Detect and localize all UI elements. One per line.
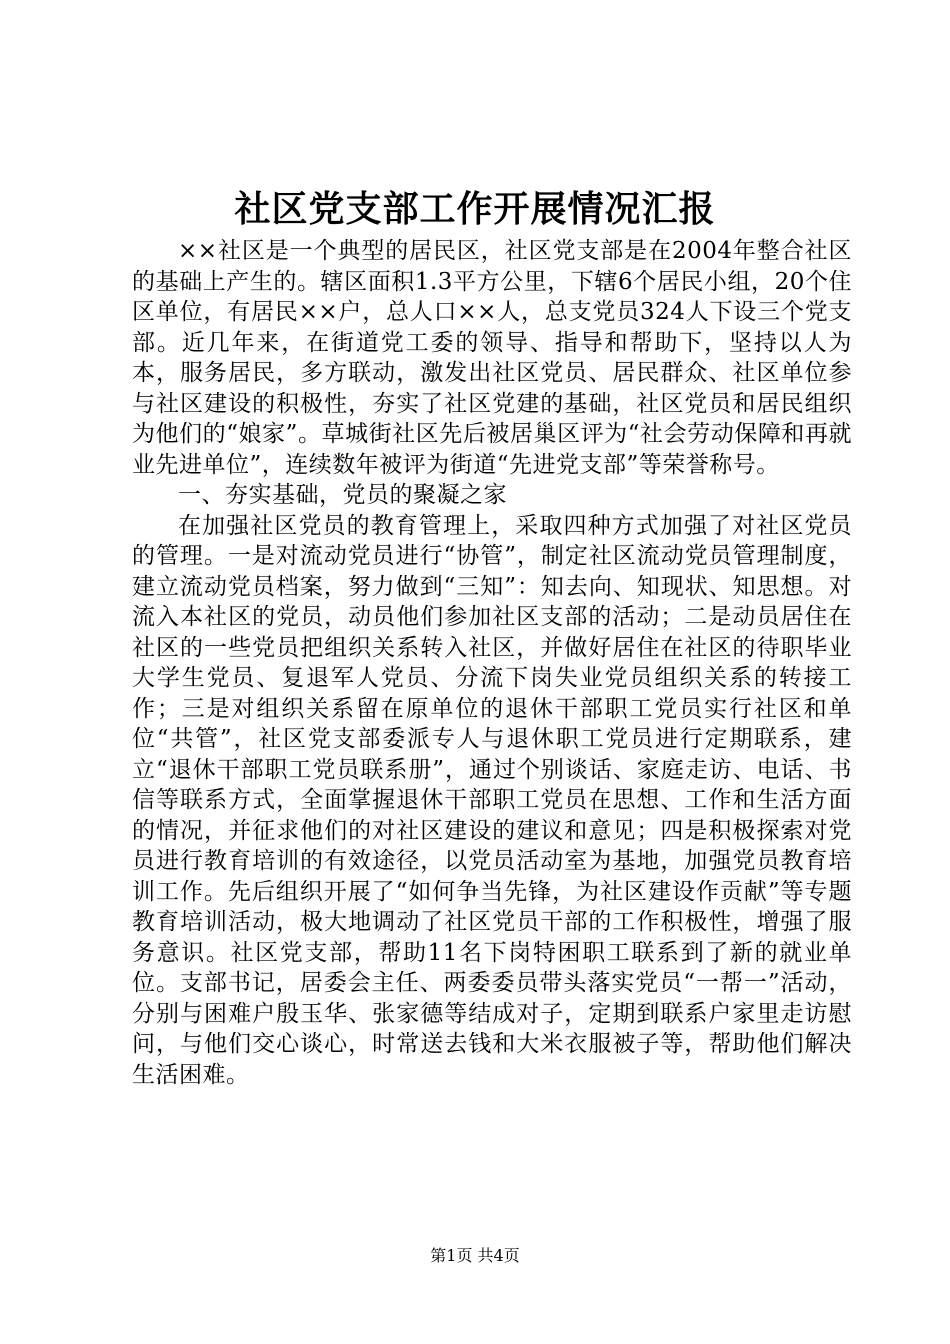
document-body [132,236,852,1090]
intro-paragraph: ××社区是一个典型的居民区，社区党支部是在2004年整合社区的基础上产生的。辖区面积1.3平方公里，下辖6个居民小组，20个住区单位，有居民××户，总人口××人，总支党员324人下设三个党支部。近几年来，在街道党工委的领导、指导和帮助下，坚持以人为本，服务居民，多方联动，激发出社区党员、居民群众、社区单位参与社区建设的积极性，夯实了社区党建的基础，社区党员和居民组织为他们的“娘家”。草城街社区先后被居巢区评为“社会劳动保障和再就业先进单位”，连续数年被评为街道“先进党支部”等荣誉称号。 [132,238,852,478]
section-heading: 一、夯实基础，党员的聚凝之家 [178,482,507,508]
page-footer: 第1页 共4页 [430,1246,520,1265]
section-paragraph: 在加强社区党员的教育管理上，采取四种方式加强了对社区党员的管理。一是对流动党员进行“协管”，制定社区流动党员管理制度，建立流动党员档案，努力做到“三知”：知去向、知现状、知思想。对流入本社区的党员，动员他们参加社区支部的活动；二是动员居住在社区的一些党员把组织关系转入社区，并做好居住在社区的待职毕业大学生党员、复退军人党员、分流下岗失业党员组织关系的转接工作；三是对组织关系留在原单位的退休干部职工党员实行社区和单位“共管”，社区党支部委派专人与退休职工党员进行定期联系，建立“退休干部职工党员联系册”，通过个别谈话、家庭走访、电话、书信等联系方式，全面掌握退休干部职工党员在思想、工作和生活方面的情况，并征求他们的对社区建设的建议和意见；四是积极探索对党员进行教育培训的有效途径，以党员活动室为基地，加强党员教育培训工作。先后组织开展了“如何争当先锋，为社区建设作贡献”等专题教育培训活动，极大地调动了社区党员干部的工作积极性，增强了服务意识。社区党支部，帮助11名下岗特困职工联系到了新的就业单位。支部书记，居委会主任、两委委员带头落实党员“一帮一”活动，分别与困难户殷玉华、张家德等结成对子，定期到联系户家里走访慰问，与他们交心谈心，时常送去钱和大米衣服被子等，帮助他们解决生活困难。 [132,512,852,1088]
document-title: 社区党支部工作开展情况汇报 [234,188,716,230]
